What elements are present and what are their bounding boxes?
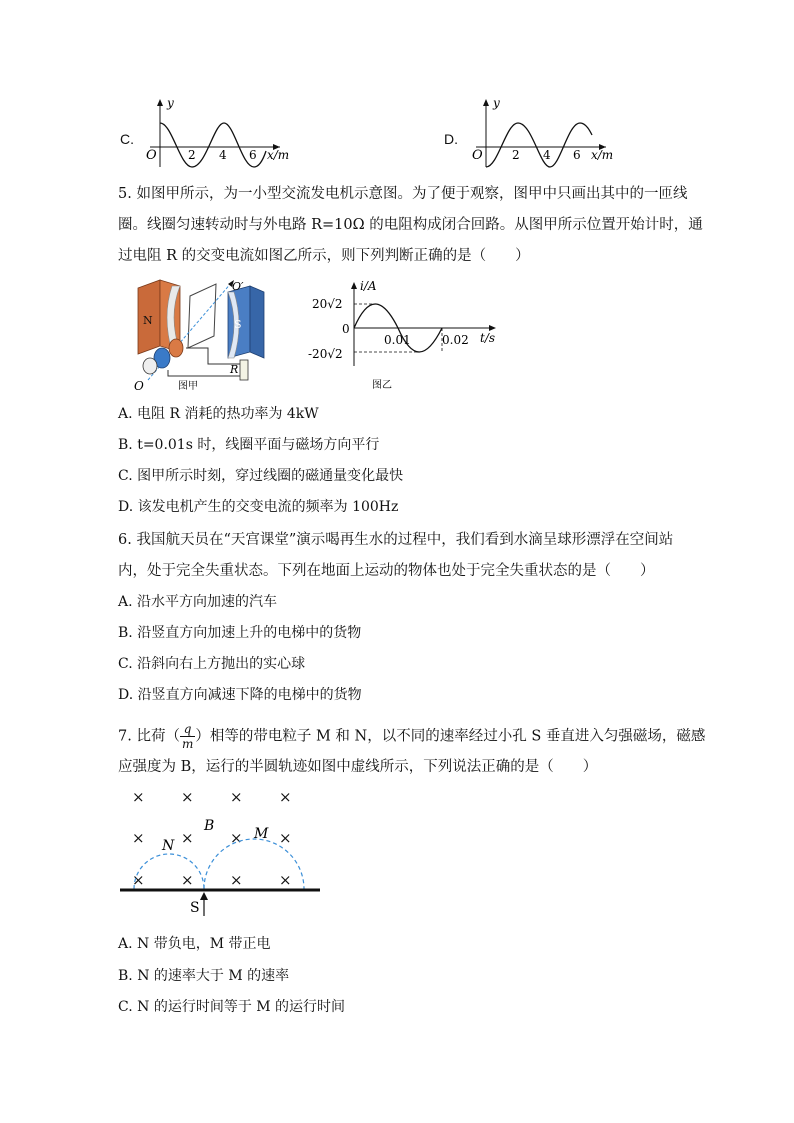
cross-2: × <box>181 788 194 806</box>
generator-diagram <box>128 276 278 394</box>
axis-x-label: x/m <box>591 148 614 162</box>
brush <box>143 358 157 374</box>
t-axis-label: t/s <box>480 331 496 345</box>
tick-4: 4 <box>219 148 227 162</box>
tick-4: 4 <box>543 148 551 162</box>
entry-arrow-head <box>200 892 208 900</box>
y-axis-arrow <box>157 99 163 106</box>
tick-6: 6 <box>573 148 581 162</box>
q7-option-c[interactable]: C. N 的运行时间等于 M 的运行时间 <box>118 999 346 1015</box>
fraction-denominator: m <box>181 737 194 751</box>
pole-s-label: S <box>234 318 242 331</box>
origin-label: O <box>146 148 157 163</box>
axis-top-label: O′ <box>232 280 244 293</box>
option-label: C. <box>120 131 134 147</box>
q7-stem-line-2: 应强度为 B，运行的半圆轨迹如图中虚线所示，下列说法正确的是（ ） <box>118 759 598 775</box>
option-label: D. <box>444 131 458 147</box>
label-s: S <box>190 900 200 916</box>
cross-5: × <box>132 829 145 847</box>
y-bottom-label: -20√2 <box>308 347 343 361</box>
q5-stem-line-1: 5. 如图甲所示，为一小型交流发电机示意图。为了便于观察，图甲中只画出其中的一匝线 <box>118 186 688 202</box>
q7-prefix: 7. 比荷（ <box>118 728 180 745</box>
zero-label: 0 <box>342 322 350 336</box>
tick-2: 2 <box>512 148 520 162</box>
y-axis-arrow <box>483 99 489 106</box>
q7-suffix: ）相等的带电粒子 M 和 N，以不同的速率经过小孔 S 垂直进入匀强磁场，磁感 <box>195 728 706 745</box>
charge-mass-ratio <box>180 722 195 751</box>
q5-option-d[interactable]: D. 该发电机产生的交变电流的频率为 100Hz <box>118 499 399 515</box>
q6-stem-line-1: 6. 我国航天员在“天宫课堂”演示喝再生水的过程中，我们看到水滴呈球形漂浮在空间站 <box>118 532 674 548</box>
slip-ring-2 <box>169 339 183 357</box>
q7-option-b[interactable]: B. N 的速率大于 M 的速率 <box>118 968 290 984</box>
i-axis-arrow <box>351 282 357 289</box>
q6-stem-line-2: 内，处于完全失重状态。下列在地面上运动的物体也处于完全失重状态的是（ ） <box>118 563 655 579</box>
axis-y-label: y <box>167 96 174 110</box>
q6-option-c[interactable]: C. 沿斜向右上方抛出的实心球 <box>118 656 306 672</box>
label-m: M <box>254 826 269 842</box>
cross-1: × <box>132 788 145 806</box>
q5-option-b[interactable]: B. t=0.01s 时，线圈平面与磁场方向平行 <box>118 437 380 453</box>
axis-x-label: x/m <box>267 148 290 162</box>
y-top-label: 20√2 <box>312 297 343 311</box>
pole-n-label: N <box>143 314 153 327</box>
cross-11: × <box>230 871 243 889</box>
cross-9: × <box>132 871 145 889</box>
coil-loop <box>188 284 216 348</box>
cross-4: × <box>279 788 292 806</box>
label-n: N <box>162 838 175 854</box>
origin-label: O <box>472 148 483 163</box>
resistor-label: R <box>230 363 239 376</box>
label-b: B <box>204 818 215 834</box>
q5-option-c[interactable]: C. 图甲所示时刻，穿过线圈的磁通量变化最快 <box>118 468 404 484</box>
q6-option-d[interactable]: D. 沿竖直方向减速下降的电梯中的货物 <box>118 687 362 703</box>
cross-7: × <box>230 829 243 847</box>
caption-jia: 图甲 <box>178 381 198 392</box>
tick-001: 0.01 <box>384 333 411 347</box>
q5-option-a[interactable]: A. 电阻 R 消耗的热功率为 4kW <box>118 406 319 422</box>
i-axis-label: i/A <box>360 279 377 293</box>
cross-3: × <box>230 788 243 806</box>
cross-10: × <box>181 871 194 889</box>
axis-bottom-label: O <box>134 379 144 393</box>
fraction-numerator: q <box>180 722 195 737</box>
axis-y-label: y <box>493 96 500 110</box>
tick-2: 2 <box>188 148 196 162</box>
cross-12: × <box>279 871 292 889</box>
q7-stem-line-1 <box>118 722 705 751</box>
tick-002: 0.02 <box>442 333 469 347</box>
q6-option-b[interactable]: B. 沿竖直方向加速上升的电梯中的货物 <box>118 625 362 641</box>
tick-6: 6 <box>249 148 257 162</box>
q4-graph-c <box>140 95 300 170</box>
magnet-s-side <box>250 286 264 358</box>
q6-option-a[interactable]: A. 沿水平方向加速的汽车 <box>118 594 278 610</box>
current-graph <box>306 278 506 390</box>
caption-yi: 图乙 <box>372 380 392 390</box>
q5-stem-line-3: 过电阻 R 的交变电流如图乙所示，则下列判断正确的是（ ） <box>118 248 530 264</box>
q5-stem-line-2: 圈。线圈匀速转动时与外电路 R=10Ω 的电阻构成闭合回路。从图甲所示位置开始计时，通 <box>118 217 703 233</box>
resistor <box>240 360 248 380</box>
cross-8: × <box>279 829 292 847</box>
q7-option-a[interactable]: A. N 带负电，M 带正电 <box>118 936 271 952</box>
magnetic-field-diagram <box>118 784 328 920</box>
cross-6: × <box>181 829 194 847</box>
q4-graph-d <box>466 95 626 170</box>
